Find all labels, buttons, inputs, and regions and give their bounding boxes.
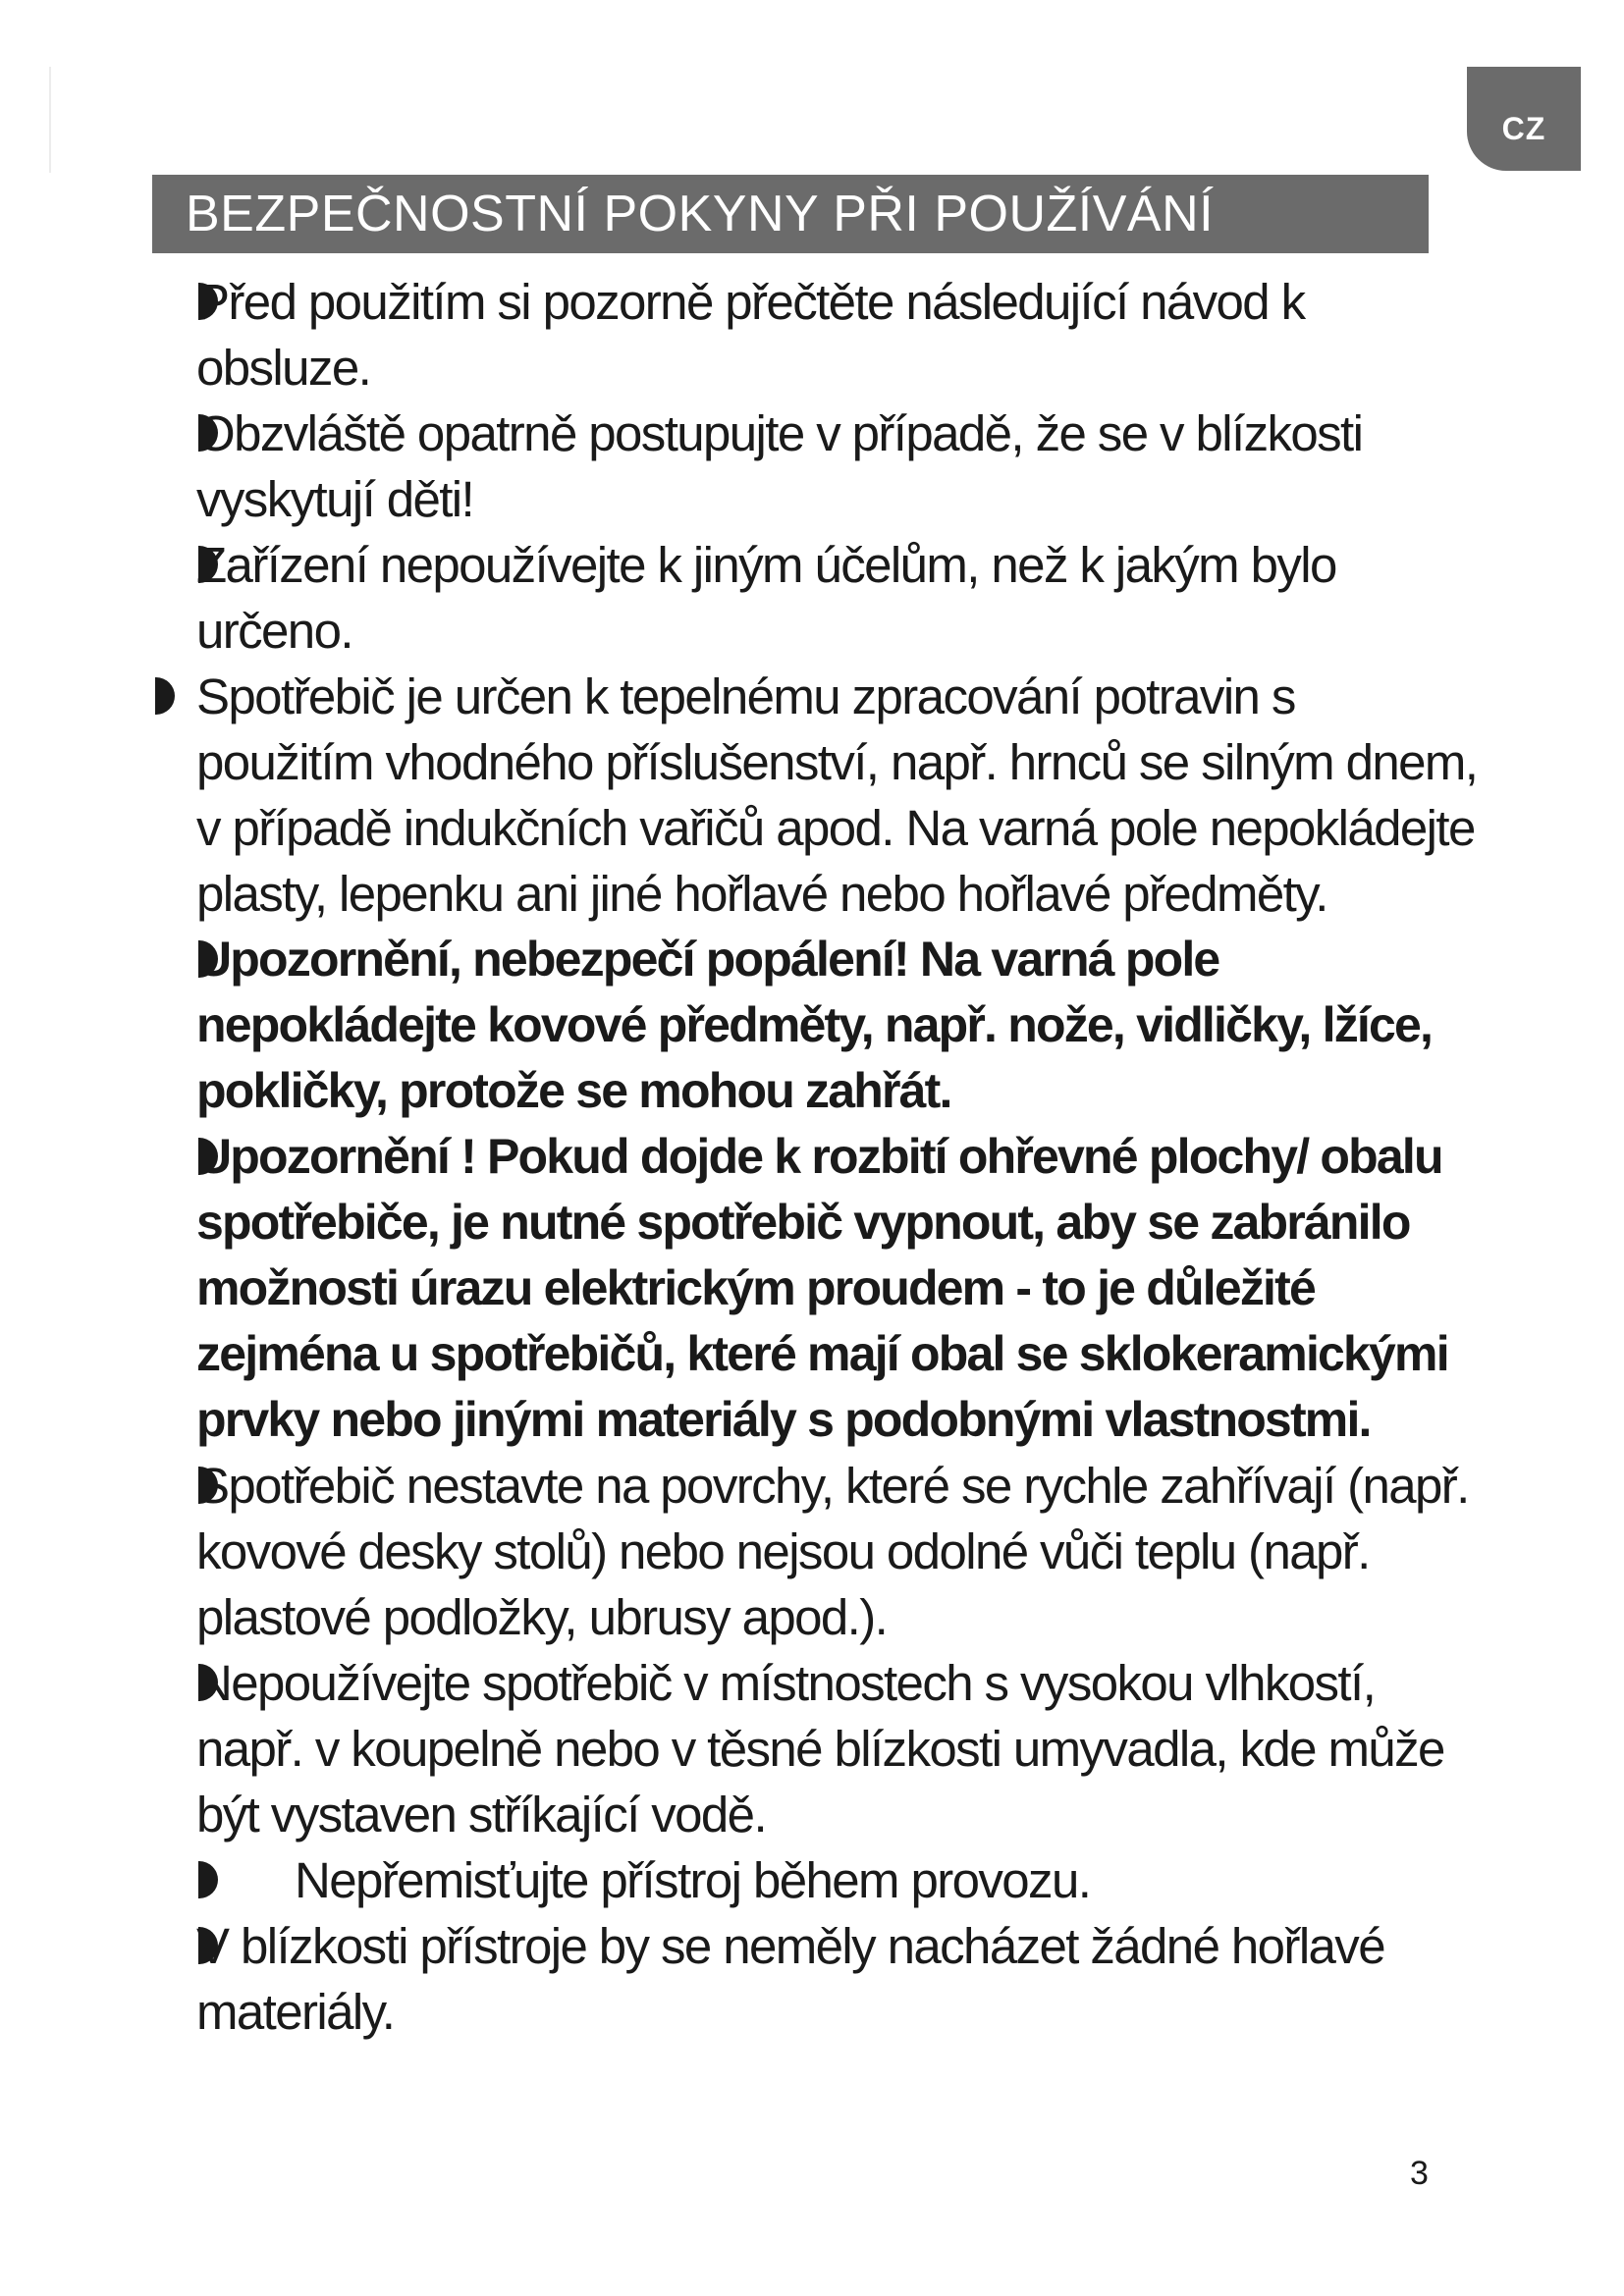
list-item: [196, 269, 1483, 400]
list-item: [196, 1650, 1483, 1847]
warning-item-text: Upozornění ! Pokud dojde k rozbití ohřevné plochy/ obalu spotřebiče, je nutné spotřebič vypnout, aby se zabránilo možnosti úrazu elektrickým proudem - to je důležité zejména u spotřebičů, které mají obal se sklokeramickými prvky nebo jinými materiály s podobnými vlastnostmi.: [196, 1129, 1448, 1447]
section-title: BEZPEČNOSTNÍ POKYNY PŘI POUŽÍVÁNÍ: [186, 186, 1215, 242]
page-number: 3: [1410, 2155, 1429, 2192]
safety-instructions-list: [196, 269, 1483, 2045]
list-item-text: Spotřebič nestavte na povrchy, které se rychle zahřívají (např. kovové desky stolů) nebo nejsou odolné vůči teplu (např. plastové podložky, ubrusy apod.).: [196, 1458, 1469, 1645]
list-item-text: Zařízení nepoužívejte k jiným účelům, než k jakým bylo určeno.: [196, 537, 1336, 659]
list-item: [196, 1453, 1483, 1650]
warning-item-text: Upozornění, nebezpečí popálení! Na varná pole nepokládejte kovové předměty, např. nože, vidličky, lžíce, pokličky, protože se mohou zahřát.: [196, 932, 1433, 1118]
list-item-text: V blízkosti přístroje by se neměly nacházet žádné hořlavé materiály.: [196, 1918, 1384, 2040]
list-item-text: Před použitím si pozorně přečtěte následující návod k obsluze.: [196, 274, 1305, 396]
list-item: [196, 400, 1483, 532]
list-item: [196, 1847, 1483, 1913]
margin-rule: [49, 67, 51, 173]
list-item-text: Spotřebič je určen k tepelnému zpracování potravin s použitím vhodného příslušenství, např. hrnců se silným dnem, v případě indukčních vařičů apod. Na varná pole nepokládejte plasty, lepenku ani jiné hořlavé nebo hořlavé předměty.: [196, 668, 1478, 922]
list-item-text: Nepřemisťujte přístroj během provozu.: [295, 1852, 1091, 1908]
warning-item: [196, 927, 1483, 1124]
list-item: [196, 1913, 1483, 2045]
language-tab: [1467, 67, 1581, 171]
list-item-text: Obzvláště opatrně postupujte v případě, že se v blízkosti vyskytují děti!: [196, 405, 1363, 527]
list-item: [196, 532, 1483, 664]
warning-item: [196, 1124, 1483, 1453]
list-item: [196, 664, 1483, 927]
language-tab-label: CZ: [1501, 110, 1546, 146]
section-title-bar: [152, 175, 1429, 253]
list-item-text: Nepoužívejte spotřebič v místnostech s vysokou vlhkostí, např. v koupelně nebo v těsné blízkosti umyvadla, kde může být vystaven stříkající vodě.: [196, 1655, 1444, 1842]
